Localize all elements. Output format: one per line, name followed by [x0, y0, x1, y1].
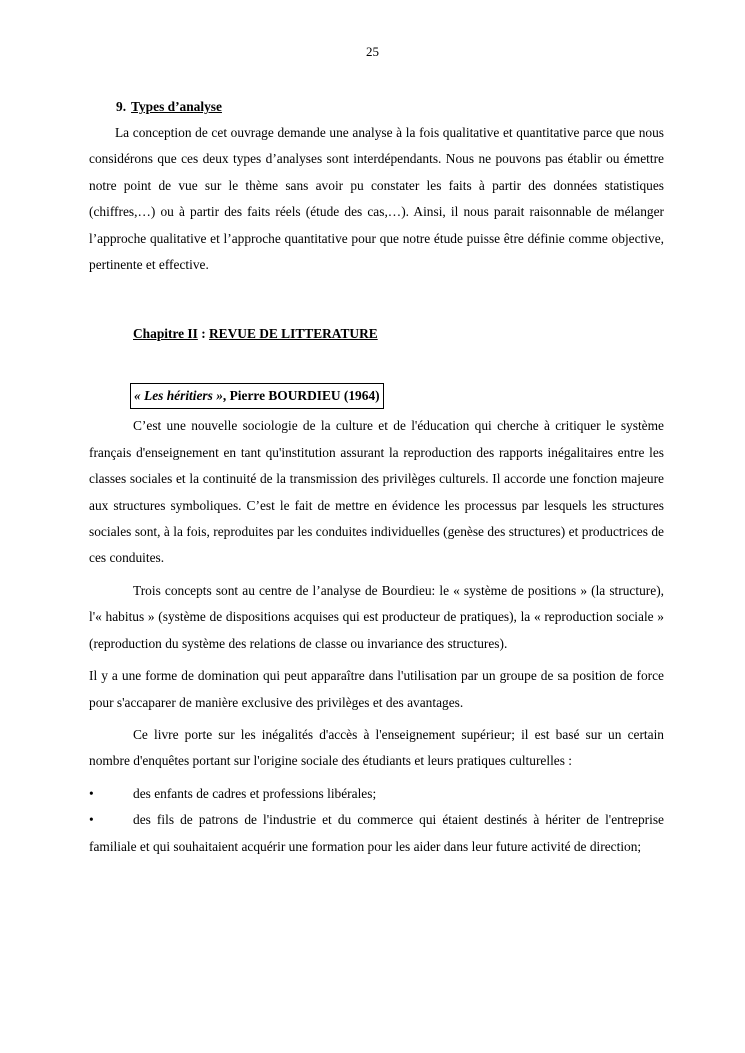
- paragraph-3: Il y a une forme de domination qui peut apparaître dans l'utilisation par un groupe de sa position de force pour s'accaparer de manière exclusive des privilèges et des avantages.: [89, 668, 664, 710]
- document-body: [89, 98, 664, 860]
- chapter-label: Chapitre II: [133, 326, 198, 342]
- list-item-text: des enfants de cadres et professions libérales;: [133, 785, 377, 801]
- section-paragraph: La conception de cet ouvrage demande une analyse à la fois qualitative et quantitative parce que nous considérons que ces deux types d’analyses sont interdépendants. Nous ne pouvons pas établir ou émettre notre point de vue sur le thème sans avoir pu constater les faits à partir des données statistiques (chiffres,…) ou à partir des faits réels (étude des cas,…). Ainsi, il nous parait raisonnable de mélanger l’approche qualitative et l’approche quantitative pour que notre étude puisse être définie comme objective, pertinente et effective.: [89, 125, 664, 273]
- book-author: , Pierre BOURDIEU (1964): [222, 388, 380, 404]
- chapter-title: REVUE DE LITTERATURE: [209, 326, 378, 342]
- section-heading: [116, 98, 664, 116]
- book-title-box: [130, 383, 384, 409]
- bullet-icon: •: [89, 785, 94, 801]
- list-item: [89, 781, 664, 807]
- list-item-text: des fils de patrons de l'industrie et du commerce qui étaient destinés à hériter de l'entreprise familiale et qui souhaitaient acquérir une formation pour les aider dans leur future activité de direction;: [89, 812, 664, 854]
- chapter-separator: :: [197, 326, 210, 342]
- book-title: « Les héritiers »: [134, 388, 223, 404]
- section-number: 9.: [116, 99, 127, 114]
- chapter-heading: [133, 325, 664, 343]
- paragraph-4: Ce livre porte sur les inégalités d'accès à l'enseignement supérieur; il est basé sur un certain nombre d'enquêtes portant sur l'origine sociale des étudiants et leurs pratiques culturelles :: [89, 726, 664, 769]
- bullet-icon: •: [89, 812, 94, 828]
- paragraph-1: C’est une nouvelle sociologie de la culture et de l'éducation qui cherche à critiquer le système français d'enseignement en tant qu'institution assurant la reproduction des rapports inégalitaires entre les classes sociales et la continuité de la transmission des privilèges culturels. Il accorde une fonction majeure aux structures symboliques. C’est le fait de mettre en évidence les processus par lesquels les structures sociales sont, à la fois, reproduites par les conduites individuelles (genèse des structures) et productrices de ces conduites.: [89, 418, 664, 566]
- list-item: [89, 807, 664, 860]
- page-number: 25: [366, 44, 379, 59]
- section-title: Types d’analyse: [131, 99, 222, 114]
- paragraph-2: Trois concepts sont au centre de l’analyse de Bourdieu: le « système de positions » (la structure), l'« habitus » (système de dispositions acquises qui est producteur de pratiques), la « reproduction sociale » (reproduction du système des relations de classe ou invariance des structures).: [89, 582, 664, 651]
